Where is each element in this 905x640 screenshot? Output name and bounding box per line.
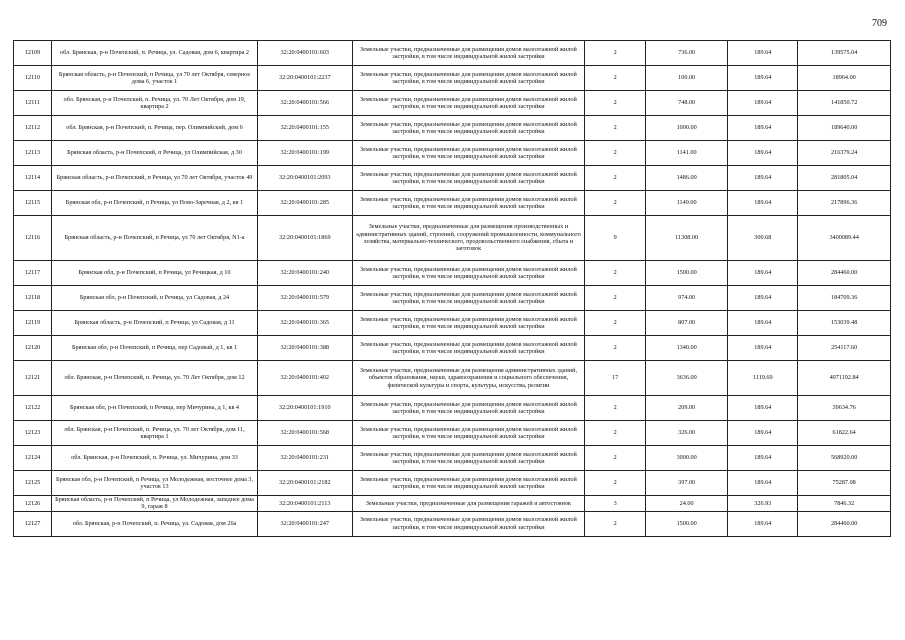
row-number: 12111: [14, 91, 52, 116]
rate-cell: 1119.69: [728, 361, 798, 396]
table-row: [14, 166, 891, 191]
cadastral-number-cell: 32:20:0400101:566: [257, 91, 352, 116]
row-number: 12110: [14, 66, 52, 91]
group-cell: 2: [585, 41, 646, 66]
rate-cell: 189.64: [728, 41, 798, 66]
land-use-cell: Земельные участки, предназначенные для размещения домов малоэтажной жилой застройки, в том числе индивидуальной жилой застройки: [352, 511, 585, 536]
cadastral-value-cell: 75287.08: [798, 471, 891, 496]
land-use-cell: Земельные участки, предназначенные для размещения производственных и административных зданий, строений, сооружений промышленности, коммунального хозяйства, материально-технического, продовольственного снабжения, сбыта и заготовок: [352, 216, 585, 261]
table-row: [14, 191, 891, 216]
cadastral-value-cell: 3400089.44: [798, 216, 891, 261]
rate-cell: 189.64: [728, 421, 798, 446]
rate-cell: 300.68: [728, 216, 798, 261]
address-cell: Брянская обл, р-н Почепский, п Речица, ул Ново-Заречная, д 2, кв 1: [52, 191, 258, 216]
cadastral-value-cell: 568920.00: [798, 446, 891, 471]
rate-cell: 189.64: [728, 396, 798, 421]
address-cell: Брянская область, р-н Почепский, п Речица, ул 70 лет Октября, участок 49: [52, 166, 258, 191]
land-use-cell: Земельные участки, предназначенные для размещения домов малоэтажной жилой застройки, в том числе индивидуальной жилой застройки: [352, 116, 585, 141]
land-use-cell: Земельные участки, предназначенные для размещения домов малоэтажной жилой застройки, в том числе индивидуальной жилой застройки: [352, 286, 585, 311]
land-use-cell: Земельные участки, предназначенные для размещения домов малоэтажной жилой застройки, в том числе индивидуальной жилой застройки: [352, 191, 585, 216]
area-cell: 3000.00: [645, 446, 727, 471]
land-use-cell: Земельные участки, предназначенные для размещения административных зданий, объектов образования, науки, здравоохранения и социального обеспечения, физической культуры и спорта, культуры, искусства, религии: [352, 361, 585, 396]
table-row: [14, 421, 891, 446]
row-number: 12122: [14, 396, 52, 421]
row-number: 12117: [14, 261, 52, 286]
rate-cell: 189.64: [728, 471, 798, 496]
area-cell: 24.00: [645, 496, 727, 512]
land-use-cell: Земельные участки, предназначенные для размещения домов малоэтажной жилой застройки, в том числе индивидуальной жилой застройки: [352, 66, 585, 91]
area-cell: 3636.00: [645, 361, 727, 396]
cadastral-number-cell: 32:20:0400101:388: [257, 336, 352, 361]
address-cell: обл. Брянская, р-н Почепский, п. Речица, ул. 70 лет Октября, дом 11, квартира 1: [52, 421, 258, 446]
area-cell: 209.00: [645, 396, 727, 421]
row-number: 12115: [14, 191, 52, 216]
group-cell: 2: [585, 91, 646, 116]
row-number: 12125: [14, 471, 52, 496]
table-row: [14, 311, 891, 336]
group-cell: 2: [585, 141, 646, 166]
land-use-cell: Земельные участки, предназначенные для размещения домов малоэтажной жилой застройки, в том числе индивидуальной жилой застройки: [352, 141, 585, 166]
cadastral-number-cell: 32:20:0400101:285: [257, 191, 352, 216]
area-cell: 100.00: [645, 66, 727, 91]
address-cell: обл. Брянская, р-н Почепский, п. Речица, пер. Олимпийский, дом 6: [52, 116, 258, 141]
cadastral-value-cell: 284460.00: [798, 261, 891, 286]
row-number: 12119: [14, 311, 52, 336]
land-use-cell: Земельные участки, предназначенные для размещения домов малоэтажной жилой застройки, в том числе индивидуальной жилой застройки: [352, 166, 585, 191]
cadastral-number-cell: 32:20:0400101:247: [257, 511, 352, 536]
row-number: 12121: [14, 361, 52, 396]
group-cell: 2: [585, 191, 646, 216]
area-cell: 397.00: [645, 471, 727, 496]
cadastral-value-cell: 18964.00: [798, 66, 891, 91]
group-cell: 2: [585, 511, 646, 536]
table-row: [14, 66, 891, 91]
table-row: [14, 496, 891, 512]
table-row: [14, 41, 891, 66]
rate-cell: 189.64: [728, 286, 798, 311]
row-number: 12109: [14, 41, 52, 66]
cadastral-number-cell: 32:20:0400101:603: [257, 41, 352, 66]
group-cell: 2: [585, 116, 646, 141]
group-cell: 2: [585, 396, 646, 421]
group-cell: 2: [585, 166, 646, 191]
area-cell: 807.00: [645, 311, 727, 336]
cadastral-number-cell: 32:20:0400101:155: [257, 116, 352, 141]
cadastral-value-cell: 153039.48: [798, 311, 891, 336]
cadastral-value-cell: 39634.76: [798, 396, 891, 421]
cadastral-number-cell: 32:20:0400101:1869: [257, 216, 352, 261]
rate-cell: 189.64: [728, 446, 798, 471]
land-use-cell: Земельные участки, предназначенные для размещения домов малоэтажной жилой застройки, в том числе индивидуальной жилой застройки: [352, 471, 585, 496]
rate-cell: 189.64: [728, 191, 798, 216]
row-number: 12124: [14, 446, 52, 471]
cadastral-value-cell: 4071192.84: [798, 361, 891, 396]
area-cell: 1149.00: [645, 191, 727, 216]
cadastral-number-cell: 32:20:0400101:2182: [257, 471, 352, 496]
area-cell: 1500.00: [645, 261, 727, 286]
land-use-cell: Земельные участки, предназначенные для размещения домов малоэтажной жилой застройки, в том числе индивидуальной жилой застройки: [352, 311, 585, 336]
rate-cell: 189.64: [728, 91, 798, 116]
address-cell: обл. Брянская, р-н Почепский, п. Речица, ул. Садовая, дом 6, квартира 2: [52, 41, 258, 66]
area-cell: 1141.00: [645, 141, 727, 166]
cadastral-value-cell: 141850.72: [798, 91, 891, 116]
cadastral-number-cell: 32:20:0400101:231: [257, 446, 352, 471]
cadastral-number-cell: 32:20:0400101:2093: [257, 166, 352, 191]
area-cell: 11308.00: [645, 216, 727, 261]
table-row: [14, 336, 891, 361]
table-row: [14, 91, 891, 116]
land-use-cell: Земельные участки, предназначенные для размещения домов малоэтажной жилой застройки, в том числе индивидуальной жилой застройки: [352, 446, 585, 471]
row-number: 12116: [14, 216, 52, 261]
land-use-cell: Земельные участки, предназначенные для размещения домов малоэтажной жилой застройки, в том числе индивидуальной жилой застройки: [352, 41, 585, 66]
group-cell: 2: [585, 261, 646, 286]
cadastral-number-cell: 32:20:0400101:240: [257, 261, 352, 286]
cadastral-value-cell: 284460.00: [798, 511, 891, 536]
table-row: [14, 261, 891, 286]
cadastral-value-cell: 61822.64: [798, 421, 891, 446]
address-cell: Брянская обл, р-н Почепский, п Речица, ул Молодежная, восточнее дома 3, участок 13: [52, 471, 258, 496]
row-number: 12113: [14, 141, 52, 166]
cadastral-number-cell: 32:20:0400101:199: [257, 141, 352, 166]
table-row: [14, 446, 891, 471]
address-cell: Брянская область, р-н Почепский, п Речица, ул Садовая, д 11: [52, 311, 258, 336]
row-number: 12123: [14, 421, 52, 446]
rate-cell: 189.64: [728, 116, 798, 141]
address-cell: Брянская область, р-н Почепский, п Речица, ул Олимпийская, д 30: [52, 141, 258, 166]
row-number: 12126: [14, 496, 52, 512]
table-row: [14, 396, 891, 421]
group-cell: 2: [585, 66, 646, 91]
area-cell: 736.00: [645, 41, 727, 66]
address-cell: обл. Брянская, р-н Почепский, п. Речица, ул. Мичурина, дом 33: [52, 446, 258, 471]
cadastral-value-cell: 7846.32: [798, 496, 891, 512]
rate-cell: 189.64: [728, 141, 798, 166]
cadastral-number-cell: 32:20:0400101:2237: [257, 66, 352, 91]
rate-cell: 326.93: [728, 496, 798, 512]
page-number: 709: [872, 18, 887, 29]
group-cell: 2: [585, 311, 646, 336]
land-use-cell: Земельные участки, предназначенные для размещения домов малоэтажной жилой застройки, в том числе индивидуальной жилой застройки: [352, 336, 585, 361]
group-cell: 17: [585, 361, 646, 396]
rate-cell: 189.64: [728, 166, 798, 191]
rate-cell: 189.64: [728, 511, 798, 536]
cadastral-value-cell: 139575.04: [798, 41, 891, 66]
address-cell: Брянская обл, р-н Почепский, п Речица, ул Речицкая, д 10: [52, 261, 258, 286]
area-cell: 1486.00: [645, 166, 727, 191]
group-cell: 2: [585, 471, 646, 496]
group-cell: 2: [585, 421, 646, 446]
rate-cell: 189.64: [728, 336, 798, 361]
cadastral-number-cell: 32:20:0400101:365: [257, 311, 352, 336]
address-cell: обл. Брянская, р-н Почепский, п. Речица, ул. Садовая, дом 26а: [52, 511, 258, 536]
cadastral-value-cell: 254117.60: [798, 336, 891, 361]
land-use-cell: Земельные участки, предназначенные для размещения домов малоэтажной жилой застройки, в том числе индивидуальной жилой застройки: [352, 91, 585, 116]
table-body: [14, 41, 891, 537]
land-use-cell: Земельные участки, предназначенные для размещения домов малоэтажной жилой застройки, в том числе индивидуальной жилой застройки: [352, 421, 585, 446]
area-cell: 748.00: [645, 91, 727, 116]
row-number: 12127: [14, 511, 52, 536]
cadastral-value-cell: 184709.36: [798, 286, 891, 311]
area-cell: 974.00: [645, 286, 727, 311]
group-cell: 3: [585, 496, 646, 512]
table-row: [14, 471, 891, 496]
address-cell: обл. Брянская, р-н Почепский, п. Речица, ул. 70 Лет Октября, дом 12: [52, 361, 258, 396]
group-cell: 2: [585, 446, 646, 471]
address-cell: Брянская область, р-н Почепский, п Речица, ул 70 лет Октября, северное дома 6, участок 1: [52, 66, 258, 91]
land-use-cell: Земельные участки, предназначенные для размещения гаражей и автостоянок: [352, 496, 585, 512]
address-cell: Брянская область, р-н Почепский, п Речица, ул Молодежная, западнее дома 9, гараж 8: [52, 496, 258, 512]
cadastral-value-cell: 217896.36: [798, 191, 891, 216]
table-row: [14, 116, 891, 141]
address-cell: Брянская обл, р-н Почепский, п Речица, ул Садовая, д 24: [52, 286, 258, 311]
table-row: [14, 361, 891, 396]
group-cell: 2: [585, 286, 646, 311]
cadastral-number-cell: 32:20:0400101:579: [257, 286, 352, 311]
cadastral-value-cell: 281805.04: [798, 166, 891, 191]
row-number: 12118: [14, 286, 52, 311]
land-use-cell: Земельные участки, предназначенные для размещения домов малоэтажной жилой застройки, в том числе индивидуальной жилой застройки: [352, 396, 585, 421]
area-cell: 1000.00: [645, 116, 727, 141]
area-cell: 1340.00: [645, 336, 727, 361]
land-use-cell: Земельные участки, предназначенные для размещения домов малоэтажной жилой застройки, в том числе индивидуальной жилой застройки: [352, 261, 585, 286]
table-row: [14, 216, 891, 261]
address-cell: Брянская обл, р-н Почепский, п Речица, пер Садовый, д 1, кв 1: [52, 336, 258, 361]
table-row: [14, 286, 891, 311]
address-cell: обл. Брянская, р-н Почепский, п. Речица, ул. 70 Лет Октября, дом 19, квартира 2: [52, 91, 258, 116]
cadastral-value-table: [13, 40, 891, 537]
table-row: [14, 141, 891, 166]
table-row: [14, 511, 891, 536]
row-number: 12120: [14, 336, 52, 361]
cadastral-number-cell: 32:20:0400101:2113: [257, 496, 352, 512]
group-cell: 9: [585, 216, 646, 261]
rate-cell: 189.64: [728, 66, 798, 91]
address-cell: Брянская обл, р-н Почепский, п Речица, пер Мичурина, д 1, кв 4: [52, 396, 258, 421]
area-cell: 1500.00: [645, 511, 727, 536]
group-cell: 2: [585, 336, 646, 361]
area-cell: 326.00: [645, 421, 727, 446]
rate-cell: 189.64: [728, 311, 798, 336]
cadastral-value-cell: 189640.00: [798, 116, 891, 141]
row-number: 12114: [14, 166, 52, 191]
cadastral-number-cell: 32:20:0400101:402: [257, 361, 352, 396]
cadastral-value-cell: 216379.24: [798, 141, 891, 166]
cadastral-number-cell: 32:20:0400101:568: [257, 421, 352, 446]
row-number: 12112: [14, 116, 52, 141]
cadastral-number-cell: 32:20:0400101:1910: [257, 396, 352, 421]
address-cell: Брянская область, р-н Почепский, п Речица, ул 70 лет Октября, N1-а: [52, 216, 258, 261]
rate-cell: 189.64: [728, 261, 798, 286]
